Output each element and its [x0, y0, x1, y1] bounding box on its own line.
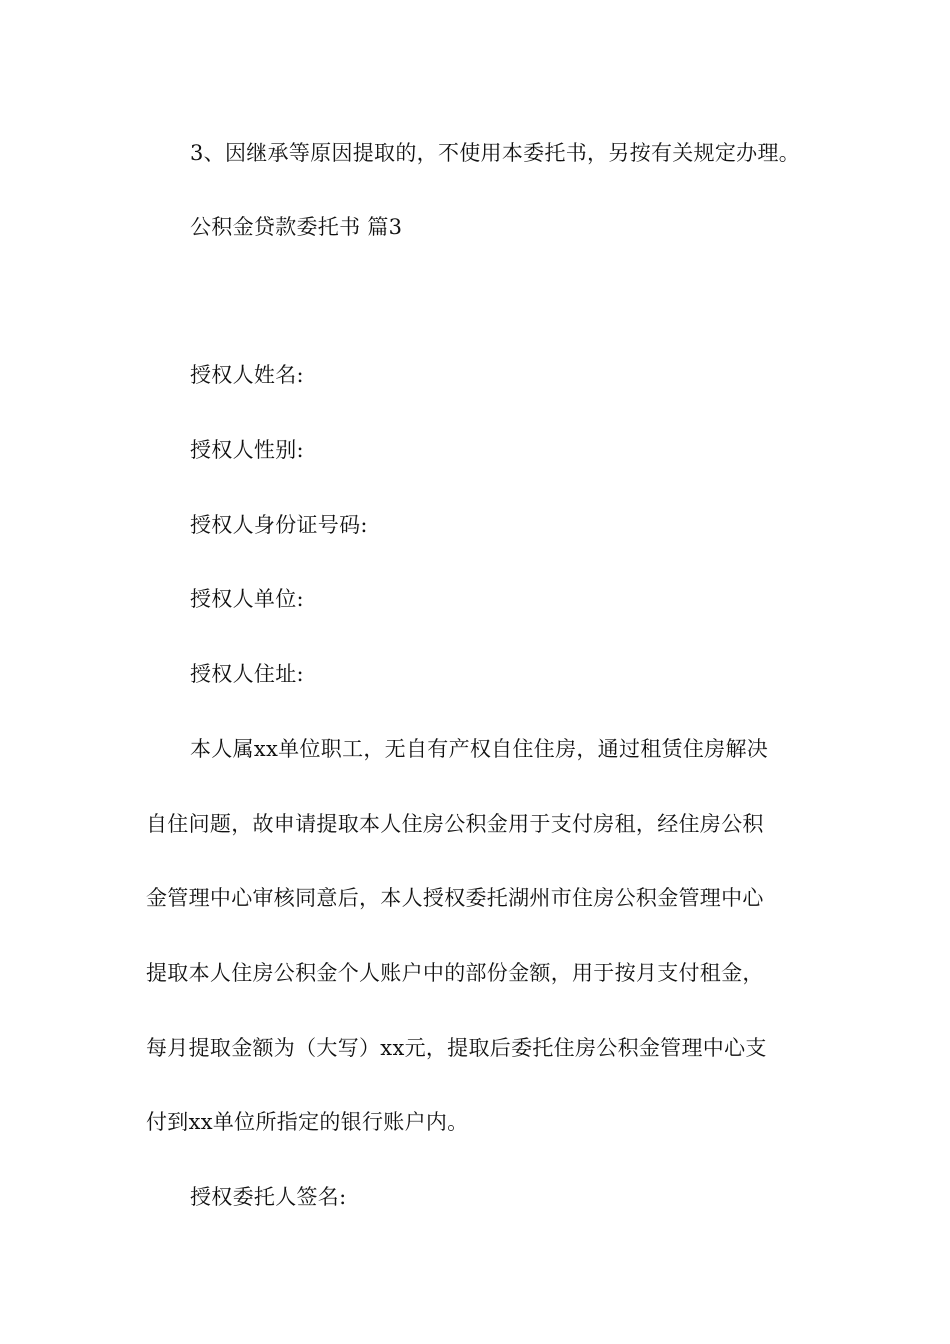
- signature-label: 授权委托人签名:: [190, 1185, 347, 1209]
- field-authorizer-employer: 授权人单位:: [190, 587, 304, 611]
- field-authorizer-name: 授权人姓名:: [190, 363, 304, 387]
- body-paragraph-line: 每月提取金额为（大写）xx元，提取后委托住房公积金管理中心支: [146, 1036, 767, 1060]
- note-item-3: 3、因继承等原因提取的，不使用本委托书，另按有关规定办理。: [190, 141, 801, 165]
- body-paragraph-line: 自住问题，故申请提取本人住房公积金用于支付房租，经住房公积: [146, 812, 764, 836]
- field-authorizer-gender: 授权人性别:: [190, 438, 304, 462]
- body-paragraph-line: 金管理中心审核同意后，本人授权委托湖州市住房公积金管理中心: [146, 886, 764, 910]
- body-paragraph-line: 本人属xx单位职工，无自有产权自住住房，通过租赁住房解决: [190, 737, 769, 761]
- body-paragraph-line: 付到xx单位所指定的银行账户内。: [146, 1110, 469, 1134]
- field-authorizer-id-number: 授权人身份证号码:: [190, 513, 368, 537]
- section-heading: 公积金贷款委托书 篇3: [190, 215, 403, 239]
- field-authorizer-address: 授权人住址:: [190, 662, 304, 686]
- body-paragraph-line: 提取本人住房公积金个人账户中的部份金额，用于按月支付租金，: [146, 961, 764, 985]
